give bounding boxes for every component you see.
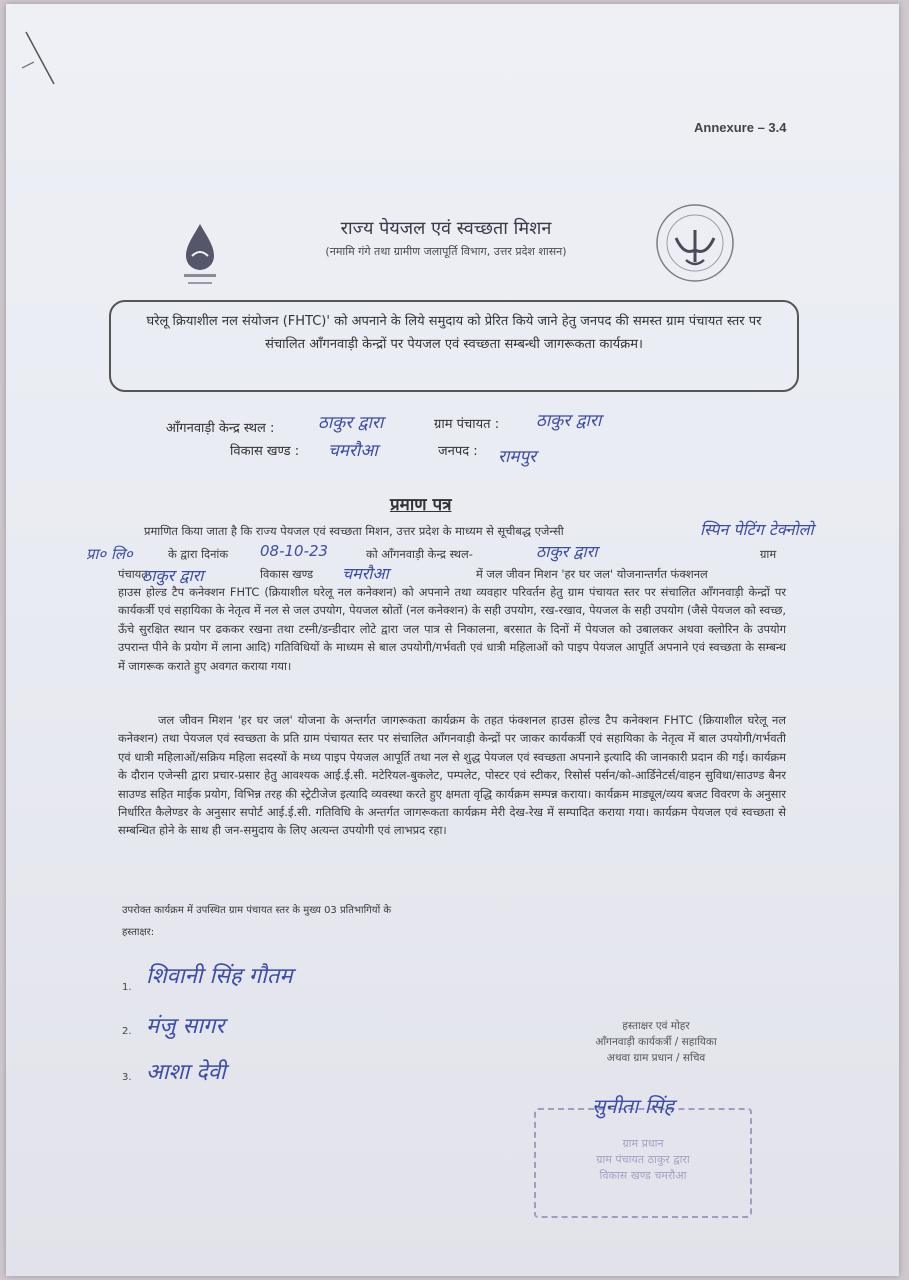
- para1-date-label: के द्वारा दिनांक: [168, 547, 229, 561]
- corner-pen-mark: [20, 28, 60, 88]
- org-subtitle: (नमामि गंगे तथा ग्रामीण जलापूर्ति विभाग, उत्तर प्रदेश शासन): [325, 245, 567, 258]
- para1-body: हाउस होल्ड टैप कनेक्शन FHTC (क्रियाशील घरेलू नल कनेक्शन) को अपनाने तथा व्यवहार परिवर्तन हेतु ग्राम पंचायत स्तर पर संचालित आँगनवाड़ी केन्द्रों पर कार्यकर्त्री एवं सहायिका के नेतृत्व में नल से जल उपयोग, पेयजल स्रोतों (नल कनेक्शन) के सही उपयोग, रख-रखाव, पेयजल के सही उपयोग (जैसे पेयजल को स्वच्छ, ऊँचे सुरक्षित स्थान पर ढककर रखना तथा टस्नी/डन्डीदार लोटे द्वारा जल पात्र से निकालना, बरसात के दिनों में पेयजल को उबालकर अथवा क्लोरिन के उपयोग उपरान्त पीने के प्रयोग में लाना आदि) गतिविधियों के माध्यम से बाल उपयोगी/गर्भवती एवं धात्री महिलाओं को पाइप पेयजल आपूर्ति अपनाने एवं स्वच्छता के सम्बन्ध में जागरूक कराते हुए अवगत कराया गया।: [118, 585, 786, 673]
- gram-panchayat-label: ग्राम पंचायत :: [434, 417, 500, 432]
- programme-banner: घरेलू क्रियाशील नल संयोजन (FHTC)' को अपनाने के लिये समुदाय को प्रेरित किये जाने हेतु जनपद की समस्त ग्राम पंचायत स्तर पर संचालित आँगनवाड़ी केन्द्रों पर पेयजल एवं स्वच्छता सम्बन्धी जागरूकता कार्यक्रम।: [109, 300, 799, 392]
- org-title: राज्य पेयजल एवं स्वच्छता मिशन: [340, 218, 552, 239]
- official-stamp: [534, 1108, 752, 1218]
- participant-1-signature: शिवानी सिंह गौतम: [146, 964, 293, 989]
- participants-note: उपरोक्त कार्यक्रम में उपस्थित ग्राम पंचायत स्तर के मुख्य 03 प्रतिभागियों के: [122, 905, 392, 916]
- gram-panchayat-value: ठाकुर द्वारा: [536, 411, 602, 431]
- participant-2-signature: मंजु सागर: [146, 1014, 225, 1039]
- authority-signature: सुनीता सिंह: [592, 1094, 675, 1118]
- water-drop-logo-icon: [180, 222, 220, 292]
- para1-village-label: ग्राम: [760, 547, 777, 561]
- participant-2-number: 2.: [122, 1026, 132, 1037]
- para2-body: जल जीवन मिशन 'हर घर जल' योजना के अन्तर्गत जागरूकता कार्यक्रम के तहत फंक्शनल हाउस होल्ड टैप कनेक्शन FHTC (क्रियाशील घरेलू नल कनेक्शन) तथा पेयजल एवं स्वच्छता के प्रति ग्राम पंचायत स्तर पर संचालित आँगनवाड़ी केन्द्रों पर जाकर कार्यकर्त्री एवं सहायिका के नेतृत्व में बाल उपयोगी/गर्भवती एवं धात्री महिलाओं/सक्रिय महिला सदस्यों के मध्य पाइप पेयजल आपूर्ति तथा नल से शुद्ध पेयजल एवं स्वच्छता अपनाने इत्यादि की जानकारी प्रदान की गई। कार्यक्रम के दौरान एजेन्सी द्वारा प्रचार-प्रसार हेतु आवश्यक आई.ई.सी. मटेरियल-बुकलेट, पम्पलेट, पोस्टर एवं स्टीकर, रिसोर्स पर्सन/को-आर्डिनेटर्स/वाहन सुविधा/साउण्ड बैनर साउण्ड सहित माईक प्रयोग, विभिन्न तरह की स्ट्रेटीजेज इत्यादि व्यवस्था करते हुए क्षमता वृद्धि कार्यक्रम सम्पन्न कराया। कार्यक्रम माड्यूल/व्यय बजट विवरण के अनुसार निर्धारित कैलेण्डर के अनुसार सपोर्ट आई.ई.सी. गतिविधि के अन्तर्गत जागरूकता कार्यक्रम मेरी देख-रेख में सम्पादित कराया गया। कार्यक्रम पेयजल एवं स्वच्छता से सम्बन्धित होने के साथ ही जन-समुदाय के लिए अत्यन्त उपयोगी एवं लाभप्रद रहा।: [118, 713, 786, 838]
- center-value: ठाकुर द्वारा: [318, 413, 384, 433]
- up-government-seal-icon: [654, 202, 736, 284]
- center-handwritten: ठाकुर द्वारा: [536, 542, 598, 561]
- district-label: जनपद :: [438, 444, 478, 459]
- agency-name-handwritten: स्पिन पेटिंग टेक्नोलो: [700, 520, 814, 539]
- block-value: चमरौआ: [328, 441, 378, 461]
- para1-center-label: को आँगनवाड़ी केन्द्र स्थल-: [366, 547, 473, 561]
- para1-line1: प्रमाणित किया जाता है कि राज्य पेयजल एवं स्वच्छता मिशन, उत्तर प्रदेश के माध्यम से सूचीबद्ध एजेन्सी: [144, 524, 564, 538]
- annexure-label: Annexure – 3.4: [694, 120, 787, 135]
- participant-1-number: 1.: [122, 982, 132, 993]
- participant-3-number: 3.: [122, 1072, 132, 1083]
- authority-line3: अथवा ग्राम प्रधान / सचिव: [606, 1052, 706, 1064]
- stamp-line2: ग्राम पंचायत ठाकुर द्वारा: [596, 1153, 690, 1166]
- date-handwritten: 08-10-23: [260, 542, 329, 560]
- authority-line1: हस्ताक्षर एवं मोहर: [622, 1020, 690, 1032]
- center-label: आँगनवाड़ी केन्द्र स्थल :: [166, 421, 275, 436]
- stamp-line3: विकास खण्ड चमरौआ: [599, 1169, 687, 1182]
- agency-name-continued-handwritten: प्रा० लि०: [86, 545, 133, 563]
- certificate-heading: प्रमाण पत्र: [390, 495, 452, 515]
- para1-scheme-text: में जल जीवन मिशन 'हर घर जल' योजनान्तर्गत फंक्शनल: [476, 567, 708, 581]
- participants-signature-label: हस्ताक्षर:: [122, 927, 155, 938]
- para1-block-label: विकास खण्ड: [260, 567, 314, 581]
- para1-panchayat-label: पंचायत: [118, 567, 148, 581]
- certificate-page: [6, 4, 899, 1276]
- block-label: विकास खण्ड :: [230, 444, 300, 459]
- block-handwritten: चमरौआ: [342, 564, 389, 583]
- authority-signature-block: [566, 1018, 746, 1066]
- panchayat-handwritten: ठाकुर द्वारा: [142, 566, 204, 585]
- stamp-line1: ग्राम प्रधान: [622, 1137, 664, 1150]
- authority-line2: आँगनवाड़ी कार्यकर्त्री / सहायिका: [595, 1036, 717, 1048]
- district-value: रामपुर: [498, 447, 537, 467]
- participant-3-signature: आशा देवी: [146, 1060, 226, 1085]
